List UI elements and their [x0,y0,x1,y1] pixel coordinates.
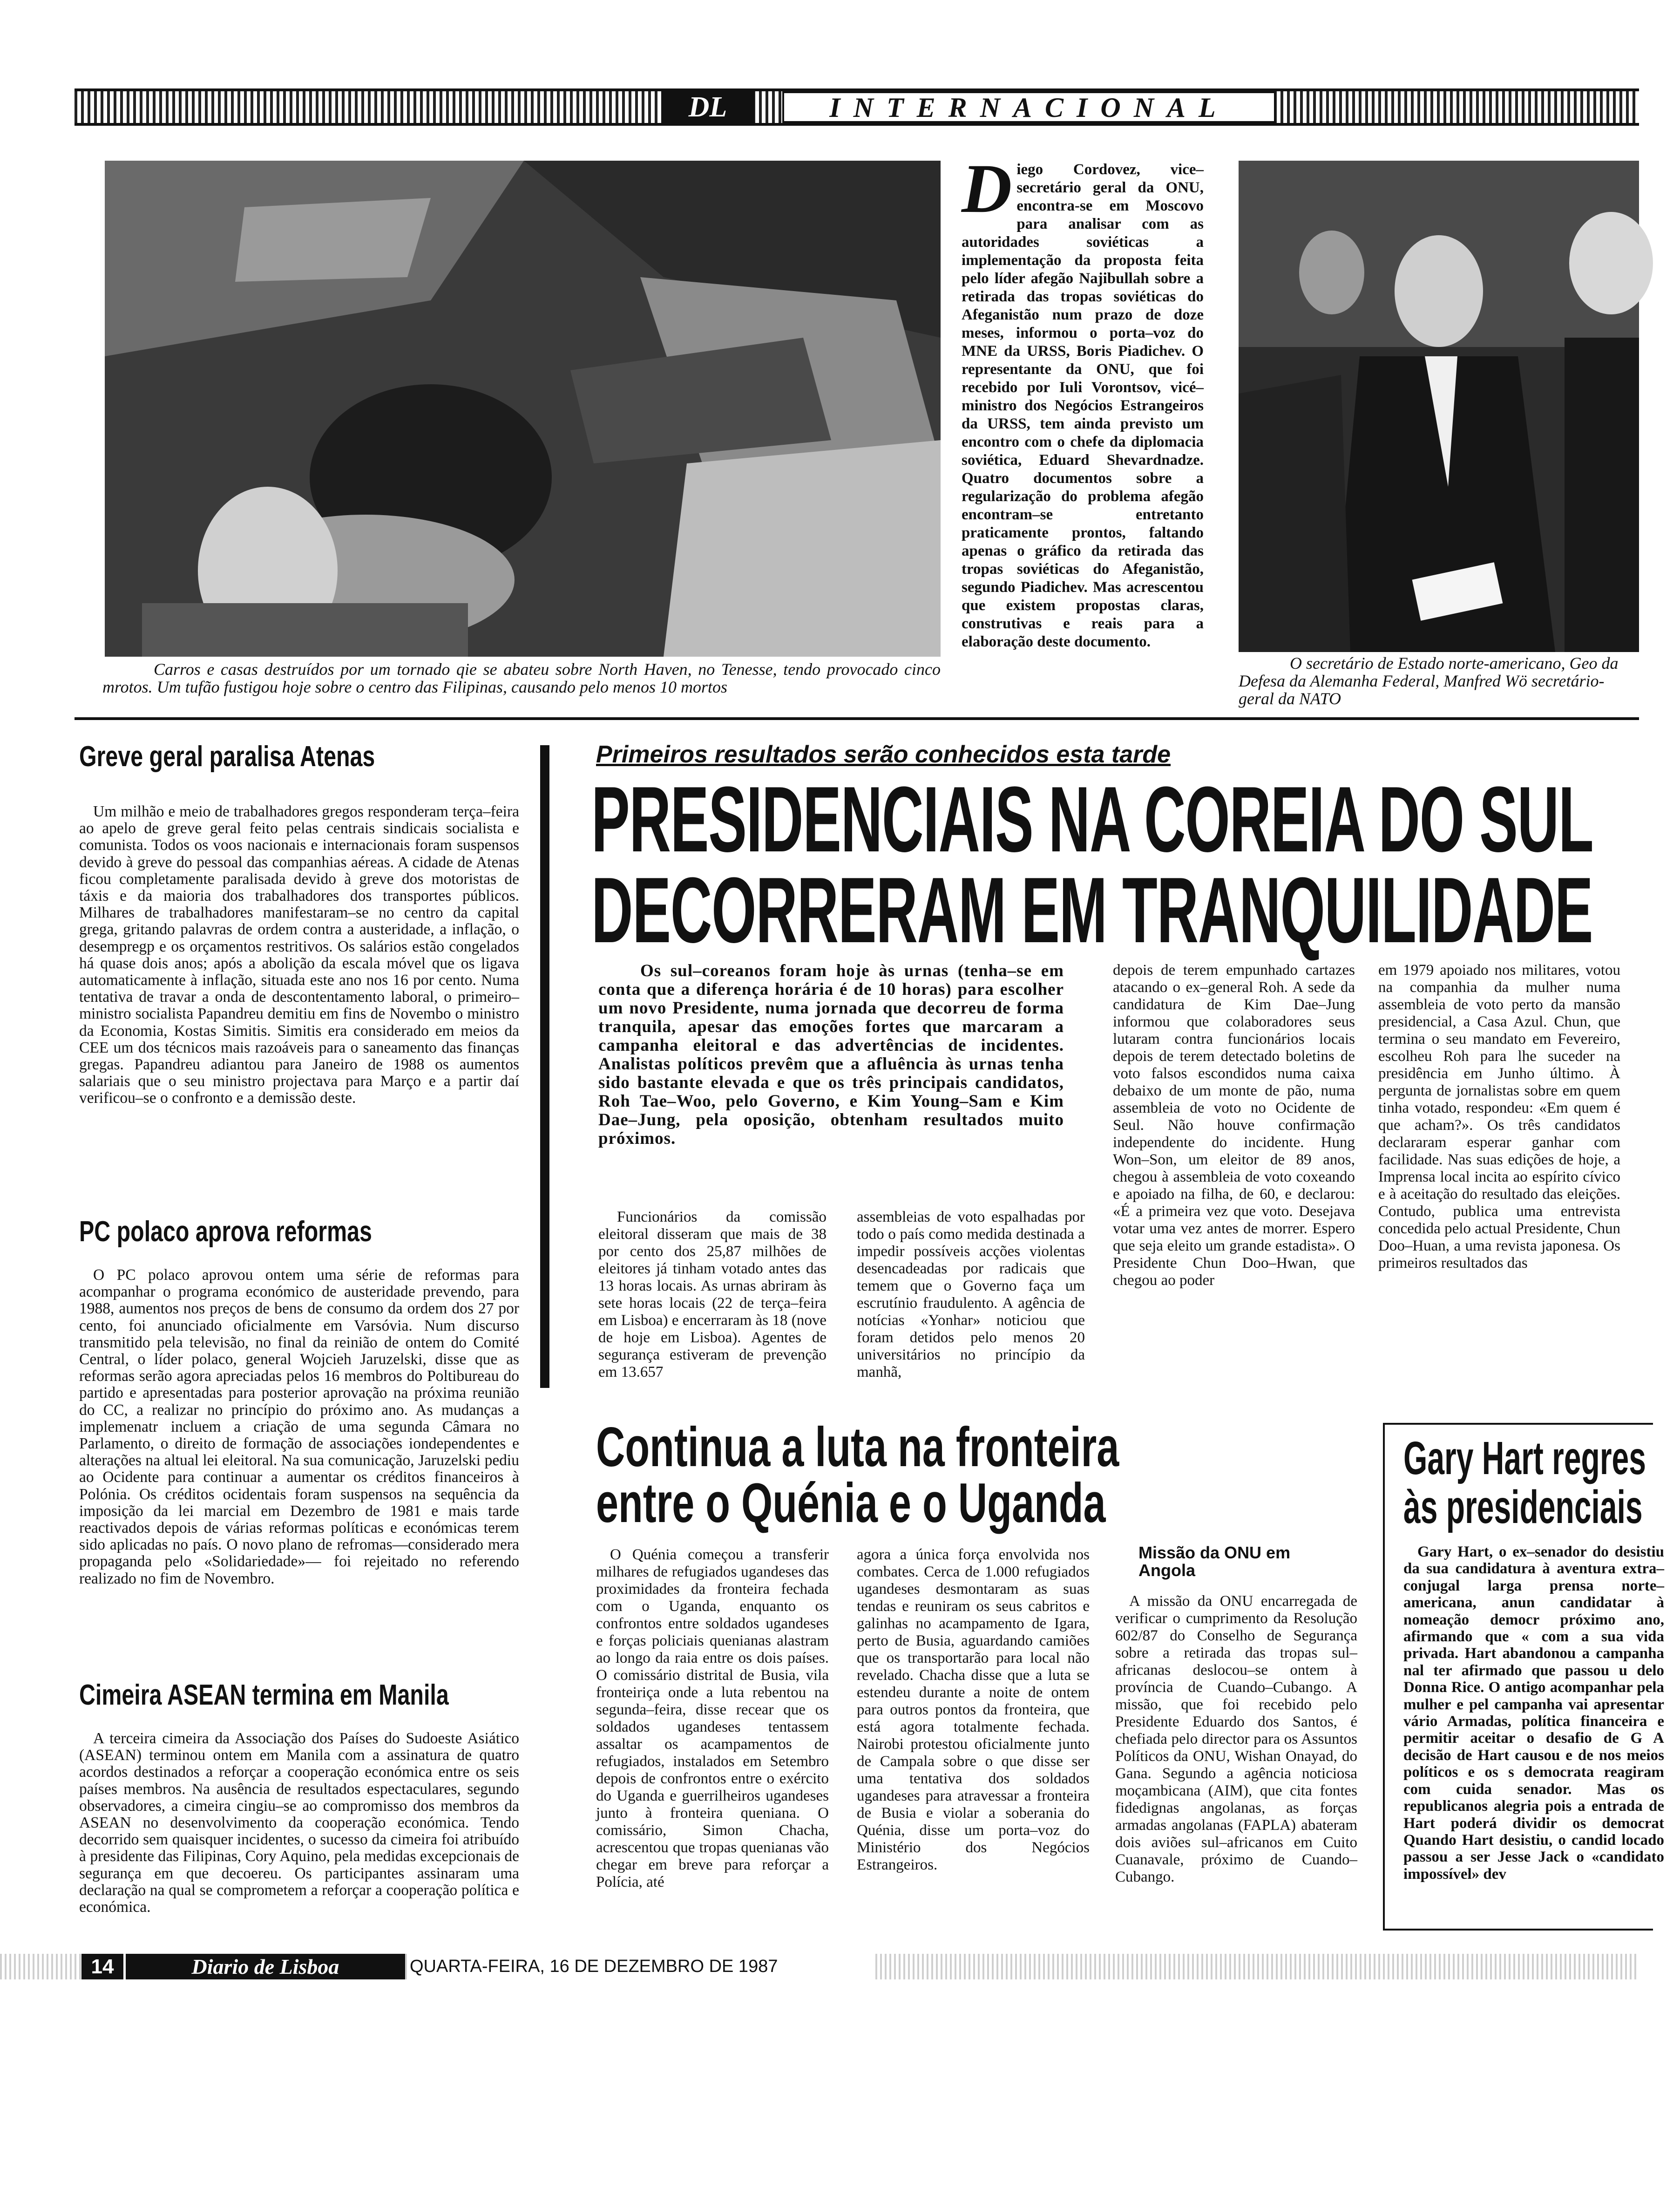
top-section-divider [75,717,1639,720]
tornado-photo [105,161,941,657]
tornado-photo-caption: Carros e casas destruídos por um tornado qie se abateu sobre North Haven, no Tenesse, tendo provocado cinco mrotos. Um tufão fustigou hoje sobre o centro das Filipinas, causando pelo menos 10 mortos [102,660,941,696]
tornado-photo-graphic [105,161,941,657]
gary-hart-article: Gary Hart, o ex–senador do desistiu da sua candidatura à aventura extra–conjugal larga prensa norte–americana, anun candidatar à nomeação democr próximo ano, afirmando que « com a sua vida privada. Hart abandonou a campanha nal ter afirmado que passou u delo Donna Rice. O antigo acompanhar pela mulher e pel campanha vai apresentar vário Armadas, política financeira e permitir aceitar o desafio de G A decisão de Hart causou e de nos meios políticos e os s democrata reagiram com cuida senador. Mas os republicanos alegria pois a entrada de Hart poderá dividir os democrat Quando Hart desistiu, o candid locado passou a ser Jesse Jack o «candidato impossível» dev [1403,1543,1664,1883]
nato-photo-caption: O secretário de Estado norte-americano, Geo da Defesa da Alemanha Federal, Manfred Wö secretário-geral da NATO [1239,654,1619,708]
onu-angola-article: A missão da ONU encarregada de verificar o cumprimento da Resolução 602/87 do Conselho de Segurança sobre a retirada das tropas sul–africanas deslocou–se ontem à província de Cuando–Cubango. A missão, que foi recebido pelo Presidente Eduardo dos Santos, é chefiada pelo director para os Assuntos Políticos da ONU, Wishan Onayad, do Gana. Segundo a agência noticiosa moçambicana (AIM), que cita fontes fidedignas angolanas, as forças armadas angolanas (FAPLA) abateram dois aviões sul–africanos em Cuito Cuanavale, próximo de Cuando–Cubango. [1115,1593,1357,1885]
fronteira-headline-1: Continua a luta na fronteira [596,1416,1119,1478]
korea-col-b: assembleias de voto espalhadas por todo o país como medida destinada a impedir possíveis acções violentas desencadeadas por radicais que temem que o Governo faça um escrutínio fraudulento. A agência de notícias «Yonhar» noticiou que foram detidos pelo menos 20 universitários no princípio da manhã, [857,1209,1085,1380]
korea-col-c: depois de terem empunhado cartazes atacando o ex–general Roh. A sede da candidatura de Kim Dae–Jung informou que colaboradores seus lutaram contra funcionários locais depois de terem detectado boletins de voto falsos escondidos numa caixa debaixo de um monte de pão, numa assembleia de voto no Ocidente de Seul. Não houve confirmação independente do incidente. Hung Won–Son, um eleitor de 89 anos, chegou à assembleia de voto coxeando e apoiado na filha, de 60, e declarou: «É a primeira vez que voto. Desejava votar uma vez antes de morrer. Espero que seja eleito um grande estadista». O Presidente Chun Doo–Hwan, que chegou ao poder [1113,962,1355,1289]
pc-polaco-headline: PC polaco aprova reformas [79,1216,372,1248]
asean-article: A terceira cimeira da Associação dos Países do Sudoeste Asiático (ASEAN) terminou ontem em Manila com a assinatura de quatro acordos destinados a reforçar a cooperação económica entre os seis países membros. Na ausência de resultados espectaculares, segundo observadores, a cimeira cingiu–se ao compromisso dos membros da ASEAN no desenvolvimento da cooperação económica. Tendo decorrido sem quaisquer incidentes, o sucesso da cimeira foi atribuído à presidente das Filipinas, Cory Aquino, pela medidas excepcionais de segurança em que decoereu. Os participantes assinaram uma declaração na qual se comprometem a reforçar a cooperação política e económica. [79,1730,519,1916]
asean-headline: Cimeira ASEAN termina em Manila [79,1679,449,1711]
gary-hart-headline-1: Gary Hart regres [1403,1432,1646,1484]
korea-col-d: em 1979 apoiado nos militares, votou na companhia da mulher numa assembleia de voto perto da mansão presidencial, a Casa Azul. Chun, que termina o seu mandato em Fevereiro, escolheu Roh para lhe suceder na presidência em Junho último. À pergunta de jornalistas sobre em quem tinha votado, respondeu: «Em quem é que acham?». Os três candidatos declararam esperar ganhar com facilidade. Nas suas edições de hoje, a Imprensa local incita ao espírito cívico e à aceitação do resultado das eleições. Contudo, publica uma entrevista concedida pelo actual Presidente, Chun Doo–Huan, a uma revista japonesa. Os primeiros resultados das [1378,962,1620,1271]
korea-headline-2: DECORRERAM EM TRANQUILIDADE [591,858,1593,962]
footer-page-number: 14 [81,1954,123,1979]
korea-col-a: Funcionários da comissão eleitoral disseram que mais de 38 por cento dos 25,87 milhões de eleitores já tinham votado antes das 13 horas locais. As urnas abriram às sete horas locais (22 de terça–feira em Lisboa) e encerraram às 18 (nove de hoje em Lisboa). Agentes de segurança estiveram de prevenção em 13.657 [598,1209,826,1380]
fronteira-col-b: agora a única força envolvida nos combates. Cerca de 1.000 refugiados ugandeses desmontaram as suas tendas e reuniram os seus cabritos e galinhas no acampamento de Igara, perto de Busia, aguardando camiões que os transportarão para local não revelado. Chacha disse que a luta se estendeu durante a noite de ontem para outros pontos da fronteira, que está agora totalmente fechada. Nairobi protestou oficialmente junto de Campala sobre o que disse ser uma tentativa dos soldados ugandeses para atravessar a fronteira de Busia e violar a soberania do Quénia, disse um porta–voz do Ministério dos Negócios Estrangeiros. [857,1546,1090,1873]
nato-photo-graphic [1239,161,1639,652]
nato-photo [1239,161,1639,652]
cordovez-drop-cap: D [962,150,1012,227]
korea-vertical-bar [540,745,549,1388]
atenas-headline: Greve geral paralisa Atenas [79,741,375,773]
atenas-article: Um milhão e meio de trabalhadores gregos responderam terça–feira ao apelo de greve geral feito pelas centrais sindicais socialista e comunista. Todos os voos nacionais e internacionais foram suspensos devido à greve do pessoal das companhias aéreas. A cidade de Atenas ficou completamente paralisada devido à greve dos motoristas de táxis e da maioria dos trabalhadores dos transportes públicos. Milhares de trabalhadores manifestaram–se no centro da capital grega, gritando palavras de ordem contra a austeridade, a inflação, o desempregp e os orçamentos restritivos. Os salários estão congelados há quase dois anos; após a abolição da escala móvel que os ligava automaticamente à inflação, situada este ano nos 16 por cento. Numa tentativa de travar a onda de descontentamento laboral, o primeiro–ministro socialista Papandreu demitiu em fins de Novembo o ministro da Economia, Kostas Simitis. Simitis era considerado em meios da CEE um dos técnicos mais razoáveis para o saneamento das finanças gregas. Papandreu adiantou para Janeiro de 1988 os aumentos salariais que o seu ministro projectava para Março e a partir daí verificou–se o confronto e a demissão deste. [79,803,519,1107]
footer-date: QUARTA-FEIRA, 16 DE DEZEMBRO DE 1987 [410,1954,875,1979]
cordovez-article [962,150,1204,651]
header-logo: DL [661,88,754,126]
korea-headline-1: PRESIDENCIAIS NA COREIA DO SUL [591,768,1593,871]
gary-hart-box [1383,1423,1664,1931]
onu-angola-headline: Missão da ONU em Angola [1138,1543,1291,1580]
korea-kicker: Primeiros resultados serão conhecidos esta tarde [596,741,1171,768]
gary-hart-headline-2: às presidenciais [1403,1481,1643,1533]
korea-lead: Os sul–coreanos foram hoje às urnas (tenha–se em conta que a diferença horária é de 10 horas) para escolher um novo Presidente, numa jornada que decorreu de forma tranquila, apesar das emoções fortes que marcaram a campanha eleitoral e das advertências de incidentes. Analistas políticos prevêm que a afluência às urnas tenha sido bastante elevada e que os três principais candidatos, Roh Tae–Woo, pelo Governo, e Kim Young–Sam e Kim Dae–Jung, pela oposição, obtenham resultados muito próximos. [598,961,1064,1148]
cordovez-text: iego Cordovez, vice–secretário geral da ONU, encontra-se em Moscovo para analisar com as autoridades soviéticas a implementação da proposta feita pelo líder afegão Najibullah sobre a retirada das tropas soviéticas do Afeganistão num prazo de doze meses, informou o porta–voz do MNE da URSS, Boris Piadichev. O representante da ONU, que foi recebido por Iuli Vorontsov, vicé–ministro dos Negócios Estrangeiros da URSS, tem ainda previsto um encontro com o chefe da diplomacia soviética, Eduard Shevardnadze. Quatro documentos sobre a regularização do problema afegão encontram–se entretanto praticamente prontos, faltando apenas o gráfico da retirada das tropas soviéticas do Afeganistão, segundo Piadichev. Mas acrescentou que existem propostas claras, construtivas e reais para a elaboração deste documento. [962,161,1204,650]
pc-polaco-article: O PC polaco aprovou ontem uma série de reformas para acompanhar o programa económico de austeridade prevendo, para 1988, aumentos nos preços de bens de consumo da ordem dos 27 por cento, foi anunciado oficialmente em Varsóvia. Num discurso transmitido pela televisão, no final da reinião de ontem do Comité Central, o líder polaco, general Wojcieh Jaruzelski, disse que as reformas serão agora apreciadas pelos 16 membros do Poltibureau do partido e apresentadas para posterior aprovação na próxima reunião do CC, a realizar no princípio do próximo ano. As mudanças a implemenatr incluem a criação de uma segunda Câmara no Parlamento, o direito de formação de associações iondependentes e alterações na altual lei eleitoral. Na sua comunicação, Jaruzelski pediu ao Ocidente para continuar a aumentar os créditos financeiros à Polónia. Os créditos ocidentais foram suspensos na sequência da imposição da lei marcial em Dezembro de 1981 e mais tarde reactivados depois de várias reformas políticas e económicas terem sido aplicadas no país. O novo plano de refromas—considerado mera propaganda pelo «Solidariedade»— foi rejeitado no referendo realizado no fim de Novembro. [79,1266,519,1587]
fronteira-headline-2: entre o Quénia e o Uganda [596,1472,1106,1534]
footer-masthead: Diario de Lisboa [126,1954,405,1979]
fronteira-col-a: O Quénia começou a transferir milhares de refugiados ugandeses das proximidades da fronteira fechada com o Uganda, enquanto os confrontos entre soldados ugandeses e forças policiais quenianas alastram ao longo da raia entre os dois países. O comissário distrital de Busia, vila fronteiriça onde a luta rebentou na segunda–feira, disse recear que os soldados ugandeses tentassem assaltar os acampamentos de refugiados, instalados em Setembro depois de confrontos entre o exército do Uganda e guerrilheiros ugandeses junto à fronteira queniana. O comissário, Simon Chacha, acrescentou que tropas quenianas vão chegar em breve para reforçar a Polícia, até [596,1546,829,1890]
section-title: INTERNACIONAL [782,91,1276,123]
